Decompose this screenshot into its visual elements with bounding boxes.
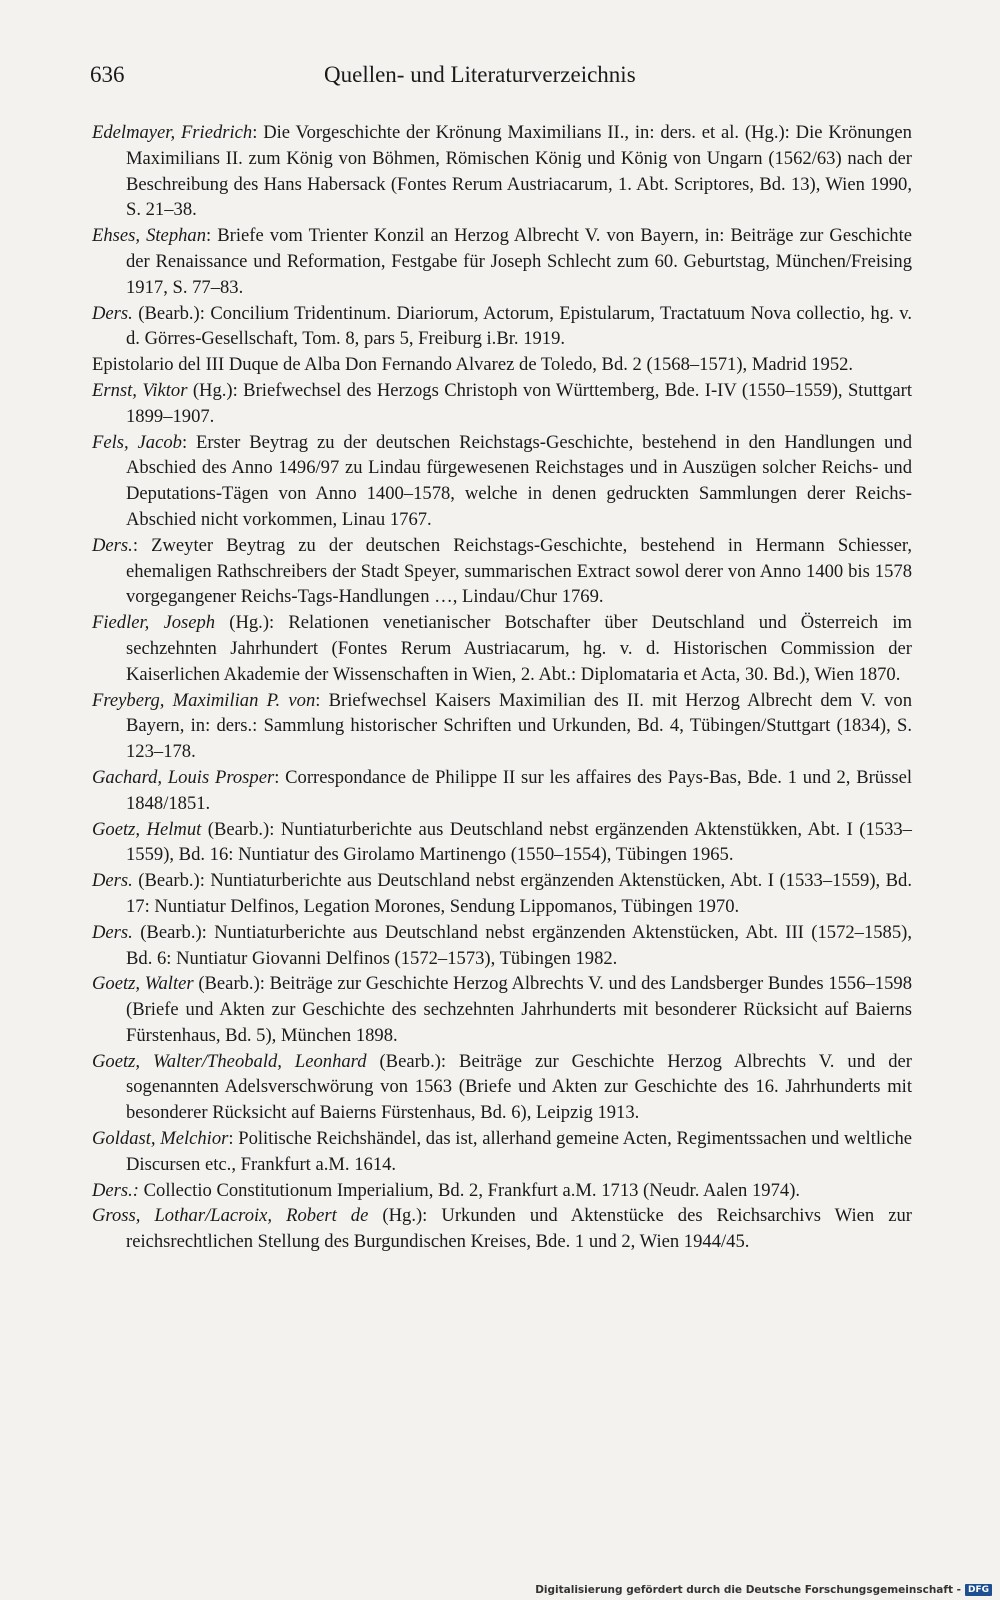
entry-author: Fiedler, Joseph: [92, 612, 216, 634]
entry-text: : Briefwechsel Kaisers Maximilian des II. mit Herzog Albrecht dem V. von Bayern, in: ders.: Sammlung historischer Schriften und Urkunden, Bd. 4, Tübingen/Stuttgart (1834), S. 123–178.: [126, 689, 913, 763]
entry-text: (Bearb.): Nuntiaturberichte aus Deutschland nebst ergänzenden Aktenstücken, Abt. I (1533–1559), Bd. 17: Nuntiatur Delfinos, Legation Morones, Sendung Lippomanos, Tübingen 1970.: [126, 870, 912, 917]
bibliography-entry: [92, 1126, 912, 1178]
bibliography-entry: [92, 378, 912, 430]
bibliography-entry: [92, 765, 912, 817]
bibliography-entry: [92, 1178, 912, 1204]
entry-author: Ehses, Stephan: [92, 225, 207, 247]
entry-text: (Hg.): Urkunden und Aktenstücke des Reichsarchivs Wien zur reichsrechtlichen Stellung des Burgundischen Kreises, Bde. 1 und 2, Wien 1944/45.: [126, 1205, 912, 1253]
entry-text: Collectio Constitutionum Imperialium, Bd. 2, Frankfurt a.M. 1713 (Neudr. Aalen 1974).: [139, 1179, 801, 1201]
entry-author: Goetz, Walter/Theobald, Leonhard: [92, 1050, 367, 1072]
bibliography-entry: [92, 688, 912, 765]
entry-author: Gross, Lothar/Lacroix, Robert de: [92, 1205, 369, 1227]
bibliography-entry: [92, 120, 912, 223]
entry-text: Epistolario del III Duque de Alba Don Fernando Alvarez de Toledo, Bd. 2 (1568–1571), Madrid 1952.: [92, 354, 854, 376]
bibliography-entry: [92, 533, 912, 610]
entry-text: (Bearb.): Nuntiaturberichte aus Deutschland nebst ergänzenden Aktenstücken, Abt. III (1572–1585), Bd. 6: Nuntiatur Giovanni Delfinos (1572–1573), Tübingen 1982.: [126, 921, 912, 969]
running-title: Quellen- und Literaturverzeichnis: [324, 62, 636, 87]
entry-text: : Politische Reichshändel, das ist, allerhand gemeine Acten, Regimentssachen und weltliche Discursen etc., Frankfurt a.M. 1614.: [126, 1128, 912, 1175]
bibliography-entry: [92, 1203, 912, 1255]
entry-author: Goetz, Helmut: [92, 818, 202, 840]
entry-author: Gachard, Louis Prosper: [92, 766, 275, 788]
bibliography-entry: [92, 430, 912, 533]
entry-text: : Briefe vom Trienter Konzil an Herzog Albrecht V. von Bayern, in: Beiträge zur Geschichte der Renaissance und Reformation, Festgabe für Joseph Schlecht zum 60. Geburtstag, München/Freising 1917, S. 77–83.: [126, 225, 912, 298]
entry-text: : Correspondance de Philippe II sur les affaires des Pays-Bas, Bde. 1 und 2, Brüssel 1848/1851.: [126, 766, 912, 814]
entry-text: : Zweyter Beytrag zu der deutschen Reichstags-Geschichte, bestehend in Hermann Schiesser, ehemaligen Rathschreibers der Stadt Speyer, summarischen Extract sowol derer von Anno 1400 bis 1578 vorgegangener Reichs-Tags-Handlungen …, Lindau/Chur 1769.: [126, 534, 912, 608]
entry-author: Fels, Jacob: [92, 431, 182, 453]
bibliography-entry: [92, 920, 912, 972]
entry-author: Edelmayer, Friedrich: [92, 122, 253, 143]
entry-text: (Bearb.): Beiträge zur Geschichte Herzog Albrechts V. und des Landsberger Bundes 1556–1598 (Briefe und Akten zur Geschichte des sechzehnten Jahrhunderts mit besonderer Rücksicht auf Baierns Fürstenhaus, Bd. 5), München 1898.: [126, 973, 912, 1046]
bibliography-entry: [92, 971, 912, 1048]
entry-text: (Bearb.): Concilium Tridentinum. Diariorum, Actorum, Epistularum, Tractatuum Nova collectio, hg. v. d. Görres-Gesellschaft, Tom. 8, pars 5, Freiburg i.Br. 1919.: [126, 302, 912, 350]
entry-author: Goldast, Melchior: [92, 1128, 229, 1150]
bibliography-entry: [92, 223, 912, 300]
dfg-logo-icon: DFG: [965, 1584, 992, 1596]
entry-author: Ernst, Viktor: [92, 379, 188, 401]
entry-text: : Die Vorgeschichte der Krönung Maximilians II., in: ders. et al. (Hg.): Die Krönungen Maximilians II. zum König von Böhmen, Römischen König und König von Ungarn (1562/63) nach der Beschreibung des Hans Habersack (Fontes Rerum Austriacarum, 1. Abt. Scriptores, Bd. 13), Wien 1990, S. 21–38.: [126, 122, 912, 221]
bibliography-entry: [92, 1049, 912, 1126]
entry-text: (Bearb.): Nuntiaturberichte aus Deutschland nebst ergänzenden Aktenstükken, Abt. I (1533–1559), Bd. 16: Nuntiatur des Girolamo Martinengo (1550–1554), Tübingen 1965.: [126, 818, 912, 866]
entry-author: Ders.: [92, 921, 133, 943]
entry-text: (Hg.): Relationen venetianischer Botschafter über Deutschland und Österreich im sechzehnten Jahrhundert (Fontes Rerum Austriacarum, hg. v. d. Historischen Commission der Kaiserlichen Akademie der Wissenschaften in Wien, 2. Abt.: Diplomataria et Acta, 30. Bd.), Wien 1870.: [126, 612, 912, 685]
bibliography-entry: [92, 352, 912, 378]
bibliography-entry: [92, 610, 912, 687]
page-number: 636: [90, 62, 125, 87]
entry-author: Freyberg, Maximilian P. von: [92, 689, 316, 711]
page-header: [90, 62, 910, 92]
bibliography-entry: [92, 868, 912, 920]
entry-text: (Bearb.): Beiträge zur Geschichte Herzog Albrechts V. und der sogenannten Adelsverschwörung von 1563 (Briefe und Akten zur Geschichte des 16. Jahrhunderts mit besonderer Rücksicht auf Baierns Fürstenhaus, Bd. 6), Leipzig 1913.: [126, 1050, 913, 1124]
bibliography-entry: [92, 817, 912, 869]
entry-author: Ders.: [92, 302, 133, 324]
entry-text: : Erster Beytrag zu der deutschen Reichstags-Geschichte, bestehend in den Handlungen und Abschied des Anno 1496/97 zu Lindau fürgewesenen Reichstages und in Auszügen solcher Reichs- und Deputations-Tägen von Anno 1400–1578, welche in denen gedruckten Sammlungen derer Reichs-Abschied nicht vorkommen, Linau 1767.: [126, 431, 912, 530]
entry-text: (Hg.): Briefwechsel des Herzogs Christoph von Württemberg, Bde. I-IV (1550–1559), Stuttgart 1899–1907.: [126, 379, 913, 427]
bibliography-list: [92, 120, 912, 1255]
footer-text: Digitalisierung gefördert durch die Deutsche Forschungsgemeinschaft -: [535, 1584, 961, 1596]
bibliography-entry: [92, 301, 912, 353]
entry-author: Ders.: [92, 870, 133, 892]
digitization-footer: [535, 1584, 992, 1596]
entry-author: Ders.:: [92, 1179, 139, 1201]
entry-author: Ders.: [92, 534, 133, 556]
entry-author: Goetz, Walter: [92, 973, 194, 995]
